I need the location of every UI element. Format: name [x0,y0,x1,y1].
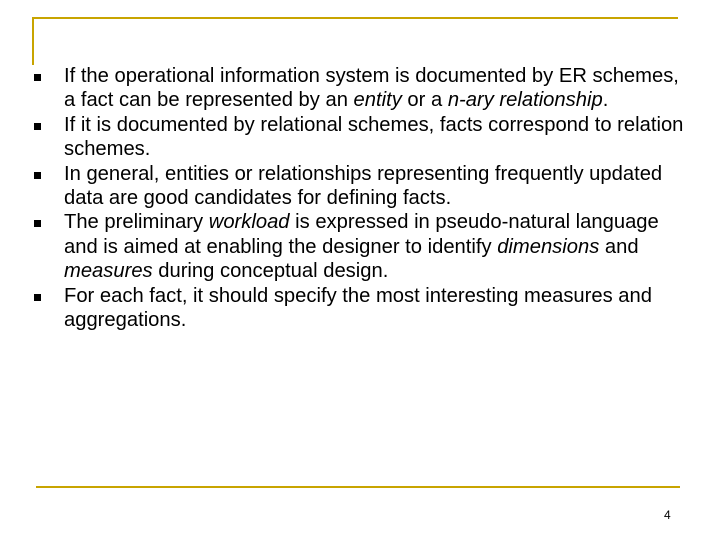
text-run: For each fact, it should specify the most interesting measures and aggregations. [64,284,652,332]
bullet-item [34,210,694,283]
top-decorative-rule [32,17,678,19]
text-run: If it is documented by relational schemes, facts correspond to relation schemes. [64,113,684,161]
text-run: If the operational information system is documented by ER schemes, a fact can be represented by an [64,65,679,112]
square-bullet-icon [34,74,41,81]
text-run: . [602,89,609,112]
bullet-text [64,114,683,160]
text-run: and [599,235,639,258]
emphasized-text: measures [64,260,153,283]
text-run: The preliminary [64,211,209,234]
square-bullet-icon [34,220,41,227]
square-bullet-icon [34,123,41,130]
bullet-item [34,284,694,333]
text-run: is expressed in pseudo-natural language and is aimed at enabling the designer to identify [64,211,659,258]
left-decorative-rule [32,17,34,65]
text-run: or a [401,89,448,112]
emphasized-text: dimensions [497,235,600,258]
bullet-item [34,113,694,162]
square-bullet-icon [34,172,41,179]
text-run: during conceptual design. [152,260,389,283]
bullet-list [34,64,694,332]
bullet-item [34,162,694,211]
text-run: In general, entities or relationships representing frequently updated data are good candidates for defining facts. [64,162,663,210]
bullet-text [64,285,652,331]
emphasized-text: n-ary relationship [447,89,603,112]
bullet-text [64,65,679,111]
emphasized-text: entity [353,89,402,112]
page-number: 4 [664,508,671,522]
square-bullet-icon [34,294,41,301]
bullet-text [64,163,662,209]
bullet-item [34,64,694,113]
bottom-decorative-rule [36,486,680,488]
emphasized-text: workload [208,211,290,234]
bullet-text [64,211,659,282]
